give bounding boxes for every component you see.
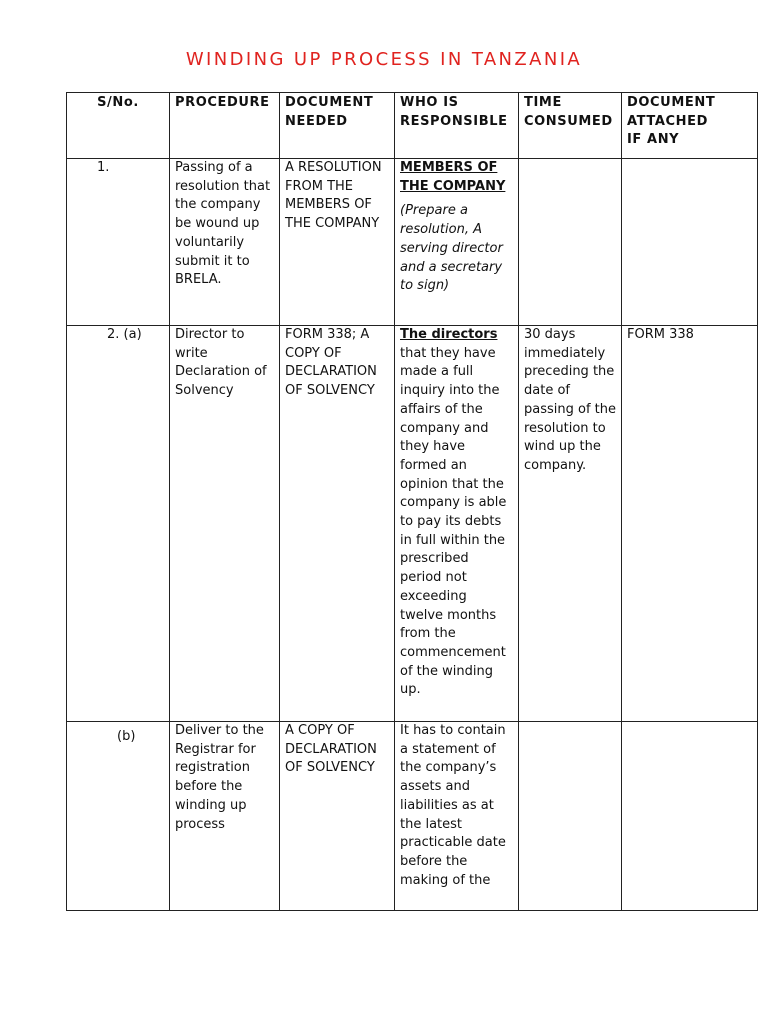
cell-document-needed: A COPY OF DECLARATION OF SOLVENCY <box>280 722 395 911</box>
procedure-table <box>66 92 758 911</box>
cell-sno: (b) <box>67 722 170 911</box>
cell-procedure: Director to write Declaration of Solvency <box>170 326 280 722</box>
table-row <box>67 159 758 326</box>
cell-who-responsible <box>395 326 519 722</box>
header-document-needed: DOCUMENT NEEDED <box>280 93 395 159</box>
header-document-attached: DOCUMENT ATTACHED IF ANY <box>622 93 758 159</box>
table-header-row <box>67 93 758 159</box>
header-time-consumed: TIME CONSUMED <box>519 93 622 159</box>
cell-time-consumed <box>519 722 622 911</box>
cell-document-attached <box>622 722 758 911</box>
cell-document-attached: FORM 338 <box>622 326 758 722</box>
cell-document-needed: FORM 338; A COPY OF DECLARATION OF SOLVENCY <box>280 326 395 722</box>
responsible-note: that they have made a full inquiry into the affairs of the company and they have formed an opinion that the company is able to pay its debts in full within the prescribed period not exceeding twelve months from the commencement of the winding up. <box>400 345 507 698</box>
cell-time-consumed <box>519 159 622 326</box>
table-row <box>67 326 758 722</box>
header-sno: S/No. <box>67 93 170 159</box>
responsible-note: (Prepare a resolution, A serving director and a secretary to sign) <box>400 203 503 294</box>
header-who-responsible: WHO IS RESPONSIBLE <box>395 93 519 159</box>
cell-sno: 1. <box>67 159 170 326</box>
header-procedure: PROCEDURE <box>170 93 280 159</box>
cell-who-responsible <box>395 722 519 911</box>
responsible-party: MEMBERS OF THE COMPANY <box>400 160 506 194</box>
cell-time-consumed: 30 days immediately preceding the date of passing of the resolution to wind up the company. <box>519 326 622 722</box>
cell-sno: 2. (a) <box>67 326 170 722</box>
cell-document-needed: A RESOLUTION FROM THE MEMBERS OF THE COMPANY <box>280 159 395 326</box>
responsible-party: The directors <box>400 327 498 342</box>
table-row <box>67 722 758 911</box>
page-title: WINDING UP PROCESS IN TANZANIA <box>185 49 583 70</box>
cell-procedure: Passing of a resolution that the company be wound up voluntarily submit it to BRELA. <box>170 159 280 326</box>
cell-procedure: Deliver to the Registrar for registration before the winding up process <box>170 722 280 911</box>
cell-who-responsible <box>395 159 519 326</box>
responsible-note: It has to contain a statement of the company’s assets and liabilities as at the latest practicable date before the making of the <box>400 723 506 888</box>
cell-document-attached <box>622 159 758 326</box>
